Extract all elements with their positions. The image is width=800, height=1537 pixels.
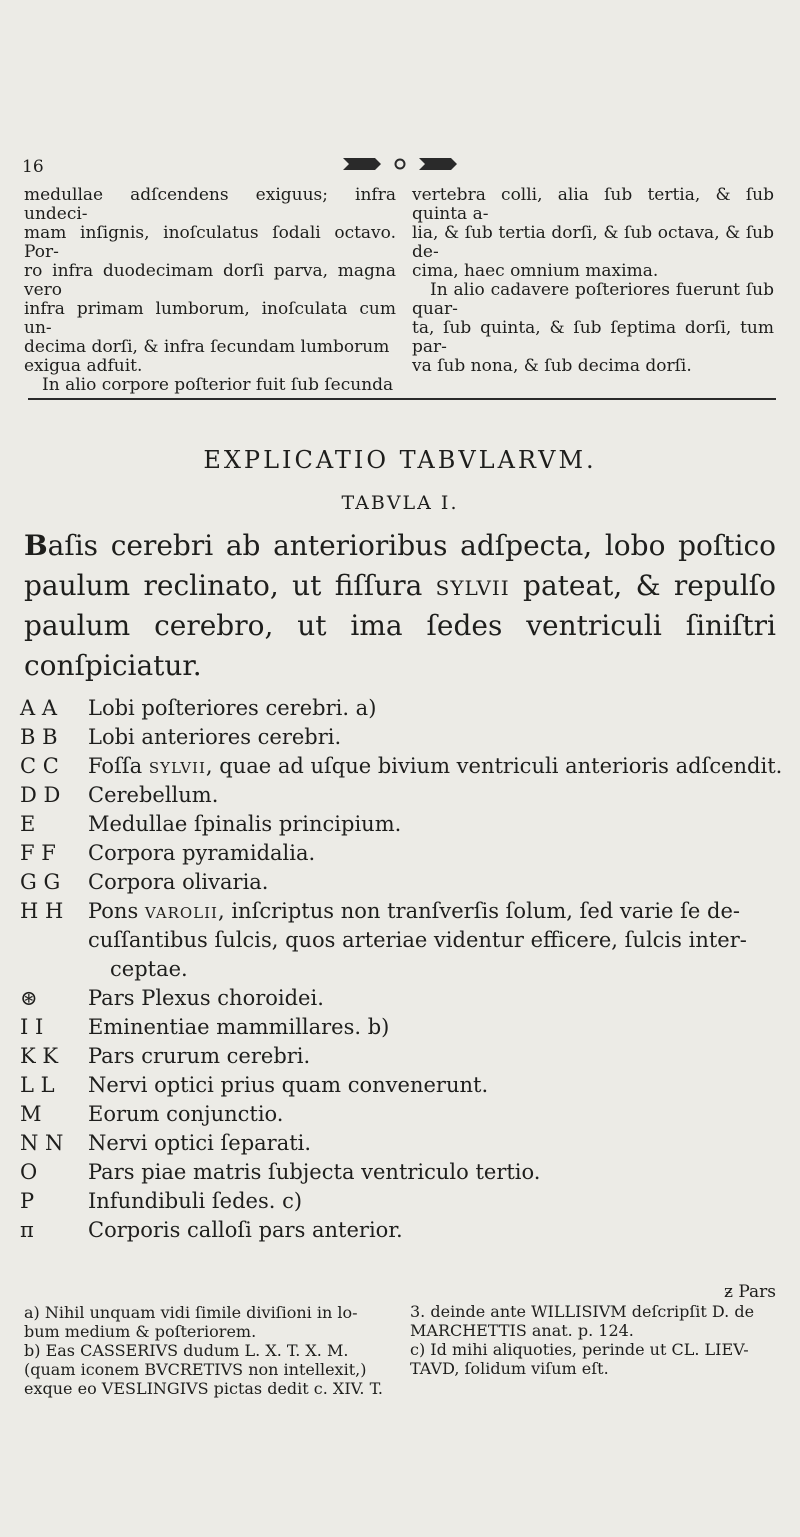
footnote-line: c) Id mihi aliquoties, perinde ut CL. LIEV- — [410, 1340, 749, 1359]
left-text-column — [24, 186, 396, 395]
author-name: sylvii — [435, 569, 510, 602]
footnote-line: MARCHETTIS anat. p. 124. — [410, 1321, 634, 1340]
entry-text: Eminentiae mammillares. b) — [88, 1015, 390, 1039]
entry-text — [88, 897, 740, 926]
legend-entry — [20, 1216, 780, 1245]
legend-entry — [20, 897, 780, 926]
entry-text-part: Foſſa — [88, 754, 143, 778]
section-heading: EXPLICATIO TABVLARVM. — [203, 446, 597, 474]
entry-key: π — [20, 1218, 34, 1242]
legend-entry — [20, 839, 780, 868]
entry-continuation: ceptae. — [110, 957, 188, 981]
entry-key: E — [20, 812, 36, 836]
text-line: In alio corpore poſterior fuit ſub ſecunda — [42, 375, 394, 395]
footnote-line: exque eo VESLINGIVS pictas dedit c. XIV. T. — [24, 1379, 383, 1398]
entry-key: N N — [20, 1131, 64, 1155]
text-line: In alio cadavere poſteriores fuerunt ſub quar- — [412, 280, 774, 319]
entry-text: Pars Plexus choroidei. — [88, 986, 324, 1010]
entry-text — [88, 752, 782, 781]
author-name: varolii — [144, 899, 218, 923]
entry-key: F F — [20, 841, 56, 865]
plate-description — [24, 526, 776, 686]
footnote-line: a) Nihil unquam vidi ſimile diviſioni in lo- — [24, 1303, 358, 1322]
entry-text-part: , quae ad uſque bivium ventriculi anterioris adſcendit. — [205, 754, 783, 778]
entry-text: Cerebellum. — [88, 783, 219, 807]
horizontal-rule — [28, 398, 776, 400]
page-number: 16 — [22, 157, 44, 177]
legend-entry — [20, 1013, 780, 1042]
text-line: cima, haec omnium maxima. — [412, 261, 659, 281]
entry-text: Nervi optici ſeparati. — [88, 1131, 312, 1155]
footnote-line: TAVD, ſolidum viſum eſt. — [410, 1359, 609, 1378]
text-line: medullae adſcendens exiguus; infra undeci- — [24, 185, 396, 224]
text-line: lia, & ſub tertia dorſi, & ſub octava, & ſub de- — [412, 223, 774, 262]
text-line: exigua adfuit. — [24, 356, 143, 376]
entry-text-part: , inſcriptus non tranſverſis ſolum, ſed varie ſe de- — [217, 899, 740, 923]
legend-entry — [20, 1187, 780, 1216]
legend-entry — [20, 868, 780, 897]
legend-entry — [20, 1071, 780, 1100]
footnote-line: (quam iconem BVCRETIVS non intellexit,) — [24, 1360, 367, 1379]
legend-list — [20, 694, 783, 1245]
entry-key: C C — [20, 754, 59, 778]
entry-key: B B — [20, 725, 58, 749]
text-line: decima dorſi, & infra ſecundam lumborum — [24, 337, 390, 357]
legend-entry — [20, 694, 780, 723]
entry-key: ⊛ — [20, 986, 38, 1010]
description-text: pateat, & repulſo paulum cerebro, ut ima ſedes ventriculi ſiniſtri conſpiciatur. — [24, 569, 776, 682]
entry-key: D D — [20, 783, 61, 807]
footnotes-left — [24, 1303, 394, 1398]
catchword: ƶ Pars — [723, 1282, 776, 1302]
entry-key: L L — [20, 1073, 55, 1097]
footnote-line: 3. deinde ante WILLISIVM deſcripſit D. de — [410, 1302, 755, 1321]
text-line: vertebra colli, alia ſub tertia, & ſub quinta a- — [412, 185, 774, 224]
entry-key: M — [20, 1102, 42, 1126]
ornament-icon — [335, 152, 465, 176]
text-line: va ſub nona, & ſub decima dorſi. — [412, 356, 692, 376]
description-text: aſis cerebri ab anterioribus adſpecta, lobo poſtico paulum reclinato, ut fiſſura — [24, 529, 776, 602]
legend-entry — [20, 1100, 780, 1129]
text-line: infra primam lumborum, inoſculata cum un- — [24, 299, 396, 338]
text-line: ta, ſub quinta, & ſub ſeptima dorſi, tum par- — [412, 318, 774, 357]
entry-text: Eorum conjunctio. — [88, 1102, 284, 1126]
entry-key: G G — [20, 870, 61, 894]
entry-key: H H — [20, 899, 64, 923]
entry-key: O — [20, 1160, 38, 1184]
entry-key: P — [20, 1189, 35, 1213]
entry-text: Lobi anteriores cerebri. — [88, 725, 342, 749]
right-text-column — [412, 186, 774, 376]
author-name: sylvii — [148, 754, 206, 778]
legend-entry — [20, 984, 780, 1013]
entry-text-part: Pons — [88, 899, 139, 923]
entry-text: Nervi optici prius quam convenerunt. — [88, 1073, 489, 1097]
entry-key: A A — [20, 696, 58, 720]
entry-text: Pars piae matris ſubjecta ventriculo tertio. — [88, 1160, 541, 1184]
entry-text: Pars crurum cerebri. — [88, 1044, 311, 1068]
entry-key: I I — [20, 1015, 44, 1039]
entry-text: Corpora olivaria. — [88, 870, 269, 894]
plate-heading: TABVLA I. — [341, 492, 459, 514]
entry-text: Corporis calloſi pars anterior. — [88, 1218, 403, 1242]
entry-text: Medullae ſpinalis principium. — [88, 812, 402, 836]
footnote-line: b) Eas CASSERIVS dudum L. X. T. X. M. — [24, 1341, 349, 1360]
legend-entry — [20, 810, 780, 839]
legend-entry — [20, 723, 780, 752]
legend-entry — [20, 781, 780, 810]
footnote-line: bum medium & poſteriorem. — [24, 1322, 257, 1341]
initial-letter: B — [24, 529, 48, 562]
legend-entry — [20, 1042, 780, 1071]
text-line: mam inſignis, inoſculatus ſodali octavo. Por- — [24, 223, 396, 262]
entry-text: Corpora pyramidalia. — [88, 841, 316, 865]
text-line: ro infra duodecimam dorſi parva, magna vero — [24, 261, 396, 300]
entry-text: Lobi poſteriores cerebri. a) — [88, 696, 377, 720]
legend-entry — [20, 1129, 780, 1158]
footnotes-right — [410, 1283, 776, 1378]
entry-key: K K — [20, 1044, 59, 1068]
entry-continuation: cuſſantibus ſulcis, quos arteriae videntur efficere, ſulcis inter- — [88, 928, 747, 952]
entry-text: Infundibuli ſedes. c) — [88, 1189, 303, 1213]
legend-entry — [20, 1158, 780, 1187]
legend-entry — [20, 752, 783, 781]
